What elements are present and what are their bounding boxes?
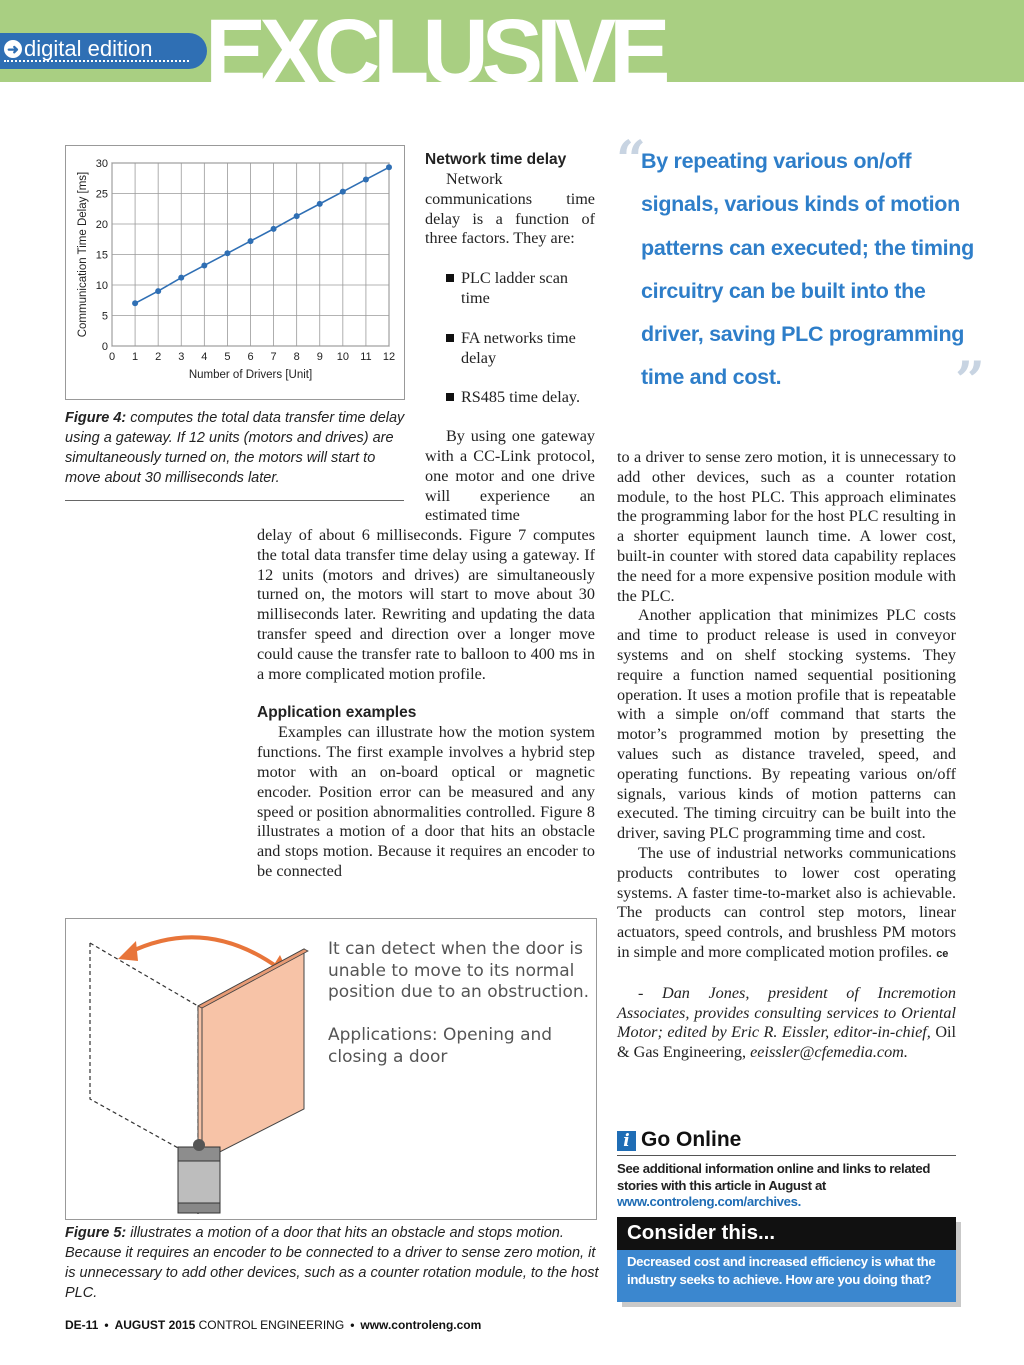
paragraph-networks-text: The use of industrial networks communications products contributes to lower cost operating systems. A faster time-to-market also is achievable. The products can control step motors, linear actuators, speed controls, and brushless PM motors in simple and more complicated motion profiles.	[617, 843, 956, 961]
x-tick-label: 12	[382, 351, 396, 363]
figure4-caption-text: computes the total data transfer time delay using a gateway. If 12 units (motors and drives) are simultaneously turned on, the motors will start to move about 30 milliseconds later.	[65, 410, 405, 486]
bullet-square-icon	[446, 334, 454, 342]
footer-bullet: •	[104, 1318, 109, 1332]
digital-edition-text: digital edition	[24, 36, 153, 61]
go-online-title: Go Online	[641, 1128, 742, 1151]
exclusive-title: EXCLUSIVE	[205, 1, 664, 103]
x-tick-label: 0	[108, 351, 116, 363]
data-point	[248, 238, 254, 244]
consider-text: Decreased cost and increased efficiency is what the industry seeks to achieve. How are you doing that?	[627, 1254, 936, 1287]
y-tick-label: 30	[95, 158, 108, 170]
x-tick-label: 8	[293, 351, 300, 363]
paragraph-network-intro: Network communications time delay is a function of three factors. They are:	[425, 170, 595, 248]
heading-application-examples: Application examples	[257, 704, 417, 722]
paragraph-networks	[617, 844, 956, 965]
figure5-caption	[65, 1223, 605, 1303]
y-tick-label: 20	[95, 219, 108, 231]
data-point	[224, 250, 230, 256]
x-tick-label: 6	[247, 351, 254, 363]
info-icon: i	[617, 1131, 636, 1151]
go-online-rule	[617, 1155, 956, 1156]
data-point	[132, 300, 138, 306]
figure5-applications-text: Applications: Opening and closing a door	[328, 1025, 553, 1067]
page-footer	[65, 1318, 481, 1332]
x-tick-label: 5	[224, 351, 231, 363]
right-arrow-icon: ➜	[4, 40, 22, 58]
data-point	[386, 164, 392, 170]
tab-dotted-rule	[4, 60, 189, 62]
paragraph-examples: Examples can illustrate how the motion system functions. The first example involves a hybrid step motor with an on-board optical or magnetic encoder. Position error can be measured and any speed or position abnormalities controlled. Figure 8 illustrates a motion of a door that hits an obstacle and stops motion. Because it requires an encoder to be connected	[257, 723, 595, 880]
figure4-chart	[66, 146, 404, 399]
data-point	[363, 176, 369, 182]
y-tick-label: 0	[101, 341, 108, 353]
pullquote-open-mark-icon: “	[616, 130, 646, 191]
bullet-text: RS485 time delay.	[461, 388, 580, 407]
figure5-detect-text: It can detect when the door is unable to move to its normal position due to an obstruction.	[328, 939, 590, 1002]
x-tick-label: 2	[155, 351, 162, 363]
page-number: DE-11	[65, 1318, 99, 1332]
y-axis-label: Communication Time Delay [ms]	[77, 171, 89, 338]
bullet-square-icon	[446, 274, 454, 282]
x-tick-label: 1	[132, 351, 139, 363]
x-tick-label: 4	[201, 351, 208, 363]
y-tick-label: 10	[95, 280, 108, 292]
figure5-illustration	[65, 918, 597, 1220]
motor-body	[178, 1161, 220, 1203]
paragraph-driver-sense: to a driver to sense zero motion, it is unnecessary to add other devices, such as a counter rotation module, to the host PLC. This approach eliminates the programming labor for the host PLC resulting in a shorter equipment launch time. A lower cost, built-in counter with stored data capability replaces the need for a more expensive position module with the PLC.	[617, 448, 956, 605]
paragraph-gateway: By using one gateway with a CC-Link protocol, one motor and one drive will experience an estimated time	[425, 427, 595, 525]
x-tick-label: 11	[360, 351, 372, 363]
author-bio	[617, 984, 956, 1063]
magazine-name: CONTROL ENGINEERING	[198, 1318, 345, 1332]
data-point	[155, 288, 161, 294]
pullquote-close-mark-icon: ”	[955, 351, 985, 412]
bullet-text: PLC ladder scan time	[461, 269, 568, 307]
door-swing-outline	[90, 943, 198, 1159]
bullet-item	[446, 269, 595, 309]
archives-link[interactable]: www.controleng.com/archives.	[617, 1194, 801, 1210]
bullet-item	[446, 388, 595, 408]
data-point	[317, 201, 323, 207]
x-tick-label: 10	[336, 351, 349, 363]
data-point	[178, 275, 184, 281]
footer-url[interactable]: www.controleng.com	[360, 1318, 482, 1332]
y-tick-label: 15	[95, 249, 108, 262]
bullet-square-icon	[446, 393, 454, 401]
digital-edition-label[interactable]	[4, 36, 152, 62]
data-point	[201, 262, 207, 268]
x-tick-label: 3	[178, 351, 185, 363]
issue-date: AUGUST 2015	[114, 1318, 196, 1332]
data-point	[294, 213, 300, 219]
y-tick-label: 5	[101, 310, 108, 323]
x-tick-label: 7	[270, 351, 277, 363]
data-point	[271, 226, 277, 232]
footer-bullet: •	[350, 1318, 355, 1332]
paragraph-conveyor: Another application that minimizes PLC costs and time to product release is used in conveyor systems and on shelf stocking systems. They require a function named sequential positioning operation. It uses a motion profile that is repeatable with a simple on/off command that starts the motor’s programmed motion by presetting the values such as distance traveled, speed, and operating functions. By repeating various on/off signals, various kinds of motion patterns can executed. The timing circuitry can be built into the driver, saving PLC programming time and cost.	[617, 606, 956, 843]
author-bio-lead: - Dan Jones, president of Incremotion Associates, provides consulting services to Oriental Motor; edited by Eric R. Eissler, editor-in-chief,	[617, 983, 956, 1042]
end-sign: ce	[936, 947, 949, 960]
go-online-text	[617, 1161, 962, 1211]
figure5-caption-label: Figure 5:	[65, 1225, 127, 1241]
bullet-text: FA networks time delay	[461, 328, 576, 367]
figure4-caption-label: Figure 4:	[65, 410, 127, 426]
bullet-item	[446, 329, 595, 369]
author-email-link[interactable]: eeissler@cfemedia.com.	[750, 1043, 908, 1062]
consider-title: Consider this...	[627, 1221, 776, 1244]
figure4-caption	[65, 408, 410, 488]
paragraph-gateway-cont: delay of about 6 milliseconds. Figure 7 computes the total data transfer time delay using a gateway. If 12 units (motors and drives) are simultaneously turned on, the motors will start to move about 30 milliseconds later. Rewriting and updating the data transfer speed and direction over a longer move could cause the transfer rate to balloon to 400 ms in a more complicated motion profile.	[257, 526, 595, 683]
author-bio-publication: Oil & Gas Engineering,	[617, 1023, 956, 1062]
door-diagram	[66, 919, 596, 1219]
figure4-divider	[65, 500, 404, 501]
figure4-chart-frame	[65, 145, 405, 400]
x-axis-label: Number of Drivers [Unit]	[188, 369, 313, 381]
go-online-description: See additional information online and links to related stories with this article in August at	[617, 1161, 931, 1193]
motor-base	[178, 1203, 220, 1213]
motor-shaft	[193, 1139, 205, 1151]
x-tick-label: 9	[316, 351, 323, 363]
column2	[617, 448, 956, 1063]
column1-bottom	[257, 526, 595, 882]
column1-top	[425, 150, 595, 526]
pullquote: By repeating various on/off signals, various kinds of motion patterns can executed; the timing circuitry can be built into the driver, saving PLC programming time and cost.	[641, 149, 974, 390]
heading-network-time-delay: Network time delay	[425, 151, 567, 168]
swing-arrow-head-left-icon	[118, 941, 138, 961]
y-tick-label: 25	[95, 188, 108, 201]
figure5-caption-text: illustrates a motion of a door that hits an obstacle and stops motion. Because it requires an encoder to be connected to a driver to sense zero motion, it is unnecessary to add other devices, such as a counter rotation module, to the host PLC.	[65, 1225, 599, 1301]
data-point	[340, 189, 346, 195]
swing-arrow	[128, 937, 280, 969]
